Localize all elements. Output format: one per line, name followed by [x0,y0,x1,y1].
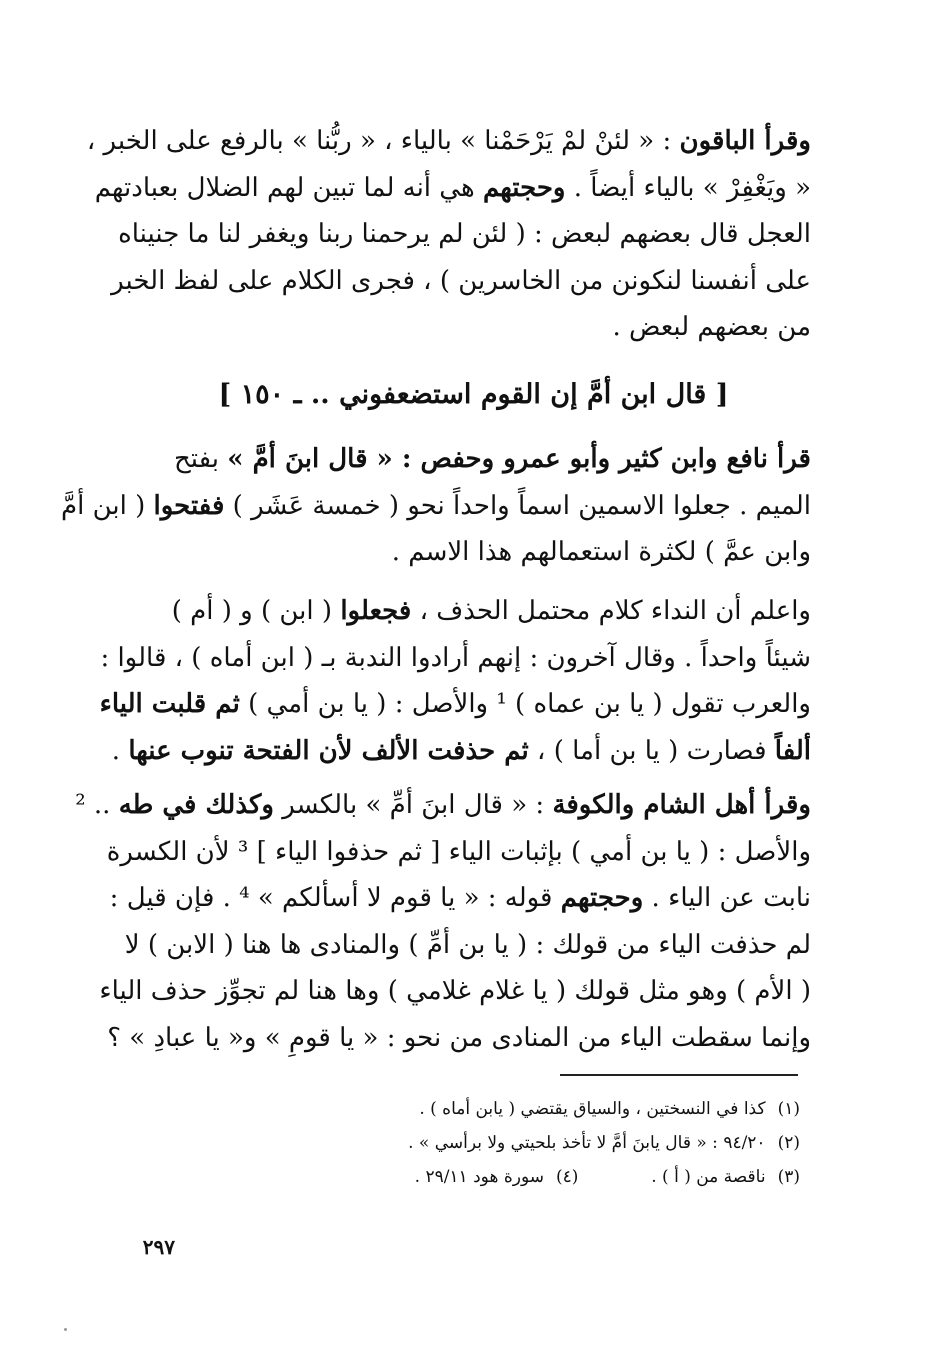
para3-line [100,635,811,682]
text-segment: نابت عن الياء . [643,883,811,913]
para4-line [109,875,811,922]
text-segment: وحجتهم [560,883,644,913]
footnote-3-text: ناقصة من ( أ ) . [651,1167,766,1187]
footnote-3-number: (٣) [777,1167,800,1187]
para1-line [94,165,811,212]
text-segment: فجعلوا [340,596,412,626]
text-segment: . [111,735,129,766]
text-segment: فصارت ( يا بن أما ) ، [528,735,775,766]
text-segment: من بعضهم لبعض . [612,312,811,342]
footnote-1-text: كذا في النسختين ، والسياق يقتضي ( يابن أماه ) . [419,1099,766,1119]
para4-line [124,922,811,969]
footnote-2-text: ٩٤/٢٠ : « قال يابنَ أمَّ لا تأخذ بلحيتي ولا برأسي » . [408,1133,766,1153]
para4-line [107,1015,811,1062]
page-number: ٢٩٧ [142,1235,175,1259]
paragraph-vocative-explanation [99,588,811,774]
text-segment: ثم حذفت الألف لأن الفتحة تنوب عنها [128,735,529,766]
text-segment: واعلم أن النداء كلام محتمل الحذف ، [411,596,811,626]
para2-line [136,529,811,576]
text-segment: هي أنه لما تبين لهم الضلال بعبادتهم [94,172,483,203]
text-segment: قرأ نافع وابن كثير وأبو عمرو وحفص : « قال ابنَ أمَّ » [227,444,811,474]
text-segment: وحجتهم [482,172,566,203]
para3-line [111,728,811,775]
footnote-1-number: (١) [777,1099,800,1119]
text-segment: الميم . جعلوا الاسمين اسماً واحداً نحو ( خمسة عَشَر ) [224,490,811,521]
text-segment: ( ابن ) و ( أم ) [171,596,341,626]
text-segment: .. ² [75,790,119,820]
text-segment: ثم قلبت الياء [99,689,240,719]
para2-line [61,483,811,530]
para4-line [106,829,811,876]
paragraph-sham-kufa-reading [75,782,811,1061]
text-segment: : « قال ابنَ أمِّ » بالكسر [273,790,553,820]
footnote-4-text: سورة هود ٢٩/١١ . [414,1167,544,1187]
footnote-4-number: (٤) [555,1167,579,1187]
text-segment: قوله : « يا قوم لا أسألكم » ⁴ . فإن قيل : [109,883,561,913]
text-segment: بفتح [173,444,228,474]
para1-line [111,258,811,305]
text-segment: وكذلك في طه [118,790,274,820]
paragraph-nafi-reading [61,436,811,576]
para3-line [99,681,811,728]
text-segment: وإنما سقطت الياء من المنادى من نحو : « يا قومِ » و« يا عبادِ » ؟ [107,1022,811,1053]
text-segment: لم حذفت الياء من قولك : ( يا بن أمِّ ) والمنادى ها هنا ( الابن ) لا [124,929,811,960]
para4-line [99,968,811,1015]
text-segment: ( ابن أمَّ [61,490,154,521]
text-segment: ( الأم ) وهو مثل قولك ( يا غلام غلامي ) وها هنا لم تجوِّز حذف الياء [99,976,811,1006]
footnote-divider [560,1074,798,1076]
footnote-3-4 [300,1160,800,1194]
paragraph-remaining-readers [86,118,811,351]
text-segment: : « لئنْ لمْ يَرْحَمْنا » بالياء ، « ربُّنا » بالرفع على الخبر ، [86,126,680,156]
section-heading: [ قال ابن أمَّ إن القوم استضعفوني .. ـ ١٥٠ ] [218,379,729,410]
para4-line [75,782,811,829]
para3-line [136,588,811,635]
text-segment: ففتحوا [153,490,225,521]
text-segment: على أنفسنا لنكونن من الخاسرين ) ، فجرى الكلام على لفظ الخبر [111,265,811,296]
text-segment: والأصل : ( يا بن أمي ) بإثبات الياء [ ثم حذفوا الياء ] ³ لأن الكسرة [106,836,811,867]
footnote-2-number: (٢) [777,1133,800,1153]
text-segment: وقرأ الباقون [679,126,811,156]
text-segment: « ويَغْفِرْ » بالياء أيضاً . [565,172,811,203]
text-segment: العجل قال بعضهم لبعض : ( لئن لم يرحمنا ربنا ويغفر لنا ما جنيناه [118,219,811,249]
para1-line [136,304,811,351]
para1-line [86,118,811,165]
footnote-2 [300,1126,800,1160]
para2-line [136,436,811,483]
text-segment: والعرب تقول ( يا بن عماه ) ¹ والأصل : ( يا بن أمي ) [239,689,811,719]
text-segment: وقرأ أهل الشام والكوفة [552,790,811,820]
scan-speck [64,1328,67,1331]
para1-line [118,211,811,258]
text-segment: وابن عمَّ ) لكثرة استعمالهم هذا الاسم . [391,537,811,567]
footnote-1 [300,1092,800,1126]
text-segment: شيئاً واحداً . وقال آخرون : إنهم أرادوا الندبة بـ ( ابن أماه ) ، قالوا : [100,642,811,673]
text-segment: ألفاً [774,735,811,766]
